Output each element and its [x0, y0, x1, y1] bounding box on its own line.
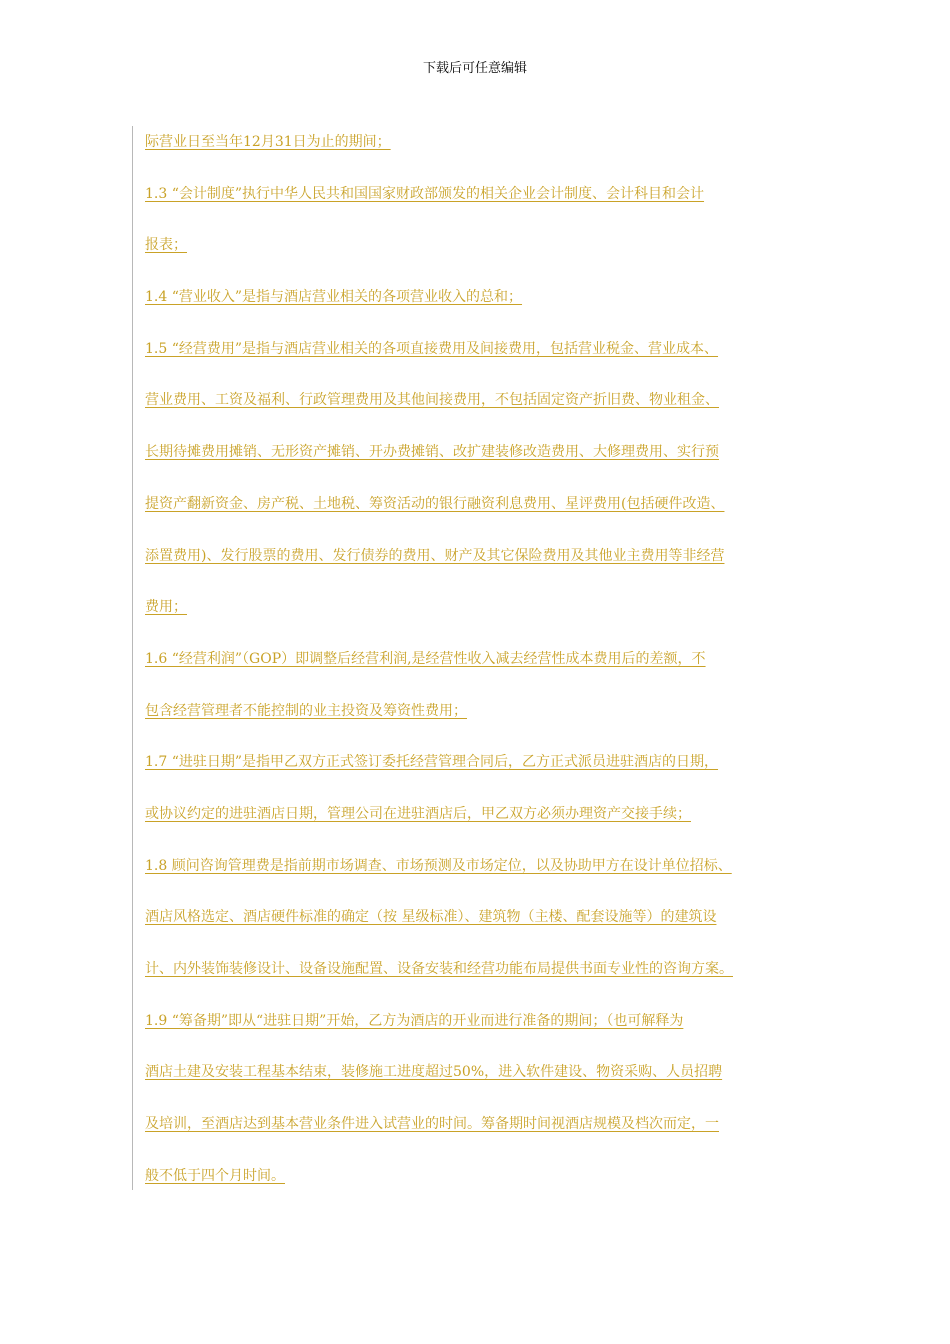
text-line — [145, 748, 835, 800]
text-line — [145, 800, 835, 852]
text-line — [145, 335, 835, 387]
tracked-insertion: 包含经营管理者不能控制的业主投资及筹资性费用； — [145, 702, 467, 719]
tracked-insertion: 报表； — [145, 237, 187, 254]
tracked-insertion: 1.7 “进驻日期”是指甲乙双方正式签订委托经营管理合同后，乙方正式派员进驻酒店的日期， — [145, 754, 719, 771]
tracked-insertion: 1.6 “经营利润”（GOP）即调整后经营利润,是经营性收入减去经营性成本费用后的差额，不 — [145, 650, 706, 667]
tracked-insertion: 及培训，至酒店达到基本营业条件进入试营业的时间。筹备期时间视酒店规模及档次而定，一 — [145, 1116, 719, 1133]
text-line — [145, 852, 835, 904]
text-line — [145, 1162, 835, 1214]
text-line — [145, 697, 835, 749]
revision-margin-bar — [132, 126, 133, 1190]
tracked-insertion: 或协议约定的进驻酒店日期，管理公司在进驻酒店后，甲乙双方必须办理资产交接手续； — [145, 805, 691, 822]
text-line — [145, 1110, 835, 1162]
tracked-insertion: 1.8 顾问咨询管理费是指前期市场调查、市场预测及市场定位，以及协助甲方在设计单位招标、 — [145, 857, 732, 874]
text-line — [145, 1058, 835, 1110]
tracked-insertion: 添置费用)、发行股票的费用、发行债券的费用、财产及其它保险费用及其他业主费用等非经营 — [145, 547, 725, 564]
text-line — [145, 231, 835, 283]
page-header: 下载后可任意编辑 — [422, 61, 527, 76]
text-line — [145, 593, 835, 645]
tracked-insertion: 酒店土建及安装工程基本结束，装修施工进度超过50%，进入软件建设、物资采购、人员招聘 — [145, 1064, 723, 1081]
tracked-insertion: 营业费用、工资及福利、行政管理费用及其他间接费用，不包括固定资产折旧费、物业租金、 — [145, 392, 719, 409]
document-body — [145, 128, 835, 1213]
tracked-insertion: 般不低于四个月时间。 — [145, 1167, 285, 1184]
text-line — [145, 283, 835, 335]
text-line — [145, 1007, 835, 1059]
text-line — [145, 128, 835, 180]
tracked-insertion: 1.5 “经营费用”是指与酒店营业相关的各项直接费用及间接费用，包括营业税金、营业成本、 — [145, 340, 719, 357]
tracked-insertion: 费用； — [145, 599, 187, 616]
text-line — [145, 386, 835, 438]
tracked-insertion: 酒店风格选定、酒店硬件标准的确定（按 星级标准）、建筑物（主楼、配套设施等）的建筑设 — [145, 909, 717, 926]
tracked-insertion: 1.9 “筹备期”即从“进驻日期”开始，乙方为酒店的开业而进行准备的期间；（也可解释为 — [145, 1012, 684, 1029]
text-line — [145, 542, 835, 594]
text-line — [145, 180, 835, 232]
text-line — [145, 955, 835, 1007]
text-line — [145, 490, 835, 542]
text-line — [145, 645, 835, 697]
tracked-insertion: 计、内外装饰装修设计、设备设施配置、设备安装和经营功能布局提供书面专业性的咨询方案。 — [145, 961, 733, 977]
tracked-insertion: 1.4 “营业收入”是指与酒店营业相关的各项营业收入的总和； — [145, 289, 523, 306]
tracked-insertion: 提资产翻新资金、房产税、土地税、筹资活动的银行融资利息费用、星评费用(包括硬件改造、 — [145, 495, 725, 512]
tracked-insertion: 长期待摊费用摊销、无形资产摊销、开办费摊销、改扩建装修改造费用、大修理费用、实行预 — [145, 444, 719, 461]
text-line — [145, 903, 835, 955]
tracked-insertion: 际营业日至当年12月31日为止的期间； — [145, 134, 391, 150]
tracked-insertion: 1.3 “会计制度”执行中华人民共和国国家财政部颁发的相关企业会计制度、会计科目和会计 — [145, 185, 705, 202]
text-line — [145, 438, 835, 490]
